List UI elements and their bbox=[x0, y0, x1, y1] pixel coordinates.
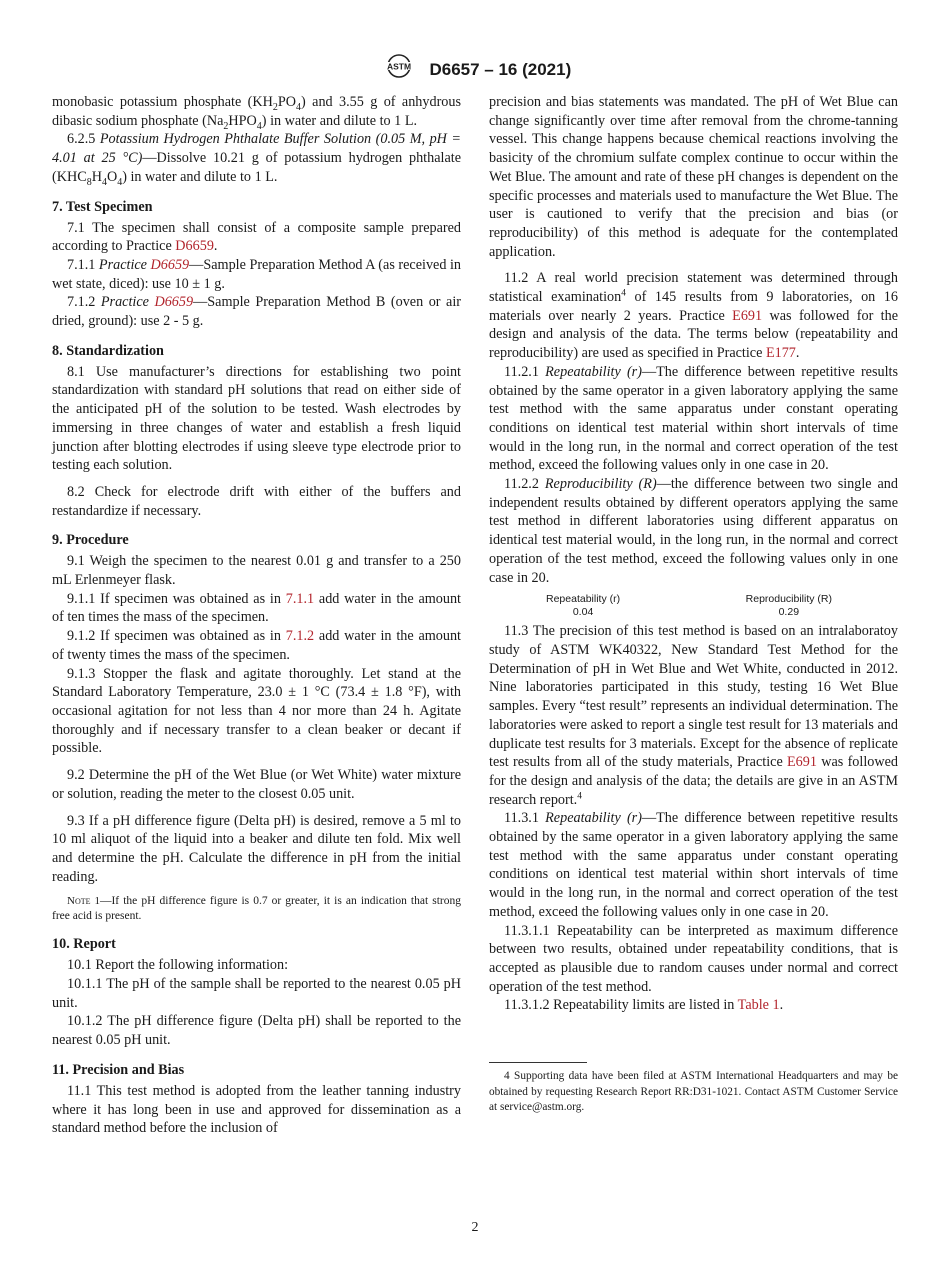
section-heading-11: 11. Precision and Bias bbox=[52, 1061, 185, 1078]
paragraph-11-3-1-2: 11.3.1.2 Repeatability limits are listed in Table 1. bbox=[504, 997, 784, 1014]
paragraph-7-1-2: 7.1.2 Practice D6659—Sample Preparation Method B (oven or air dried, ground): use 2 - 5 g. bbox=[52, 294, 461, 330]
precision-table bbox=[489, 593, 898, 619]
section-heading-9: 9. Procedure bbox=[52, 532, 129, 549]
link-d6659[interactable]: D6659 bbox=[150, 256, 190, 273]
table-col-repeatability bbox=[546, 593, 620, 619]
link-e691[interactable]: E691 bbox=[787, 754, 817, 771]
paragraph-11-3-1-1: 11.3.1.1 Repeatability can be interpreted as maximum difference between two results, obtained under repeatability conditions, that is accepted as plausible due to random causes under normal and correct operation of the test method. bbox=[489, 922, 898, 995]
paragraph-8-1: 8.1 Use manufacturer’s directions for establishing two point standardization with standard pH solutions that read on either side of the anticipated pH of the solution to be tested. Wash electrodes by immersing in three changes of water and establish a fresh liquid junction after blotting electrodes if using sleeve type electrode prior to testing each solution. bbox=[52, 363, 461, 474]
paragraph-11-3: 11.3 The precision of this test method is based on an intralaboratoy study of ASTM WK40322, New Standard Test Method for the Determination of pH in Wet Blue and Wet White, conducted in 2012. Nine laboratories participated in this study, testing 16 Wet Blue samples. Every “test result” represents an individual determination. The laboratories were asked to report a single test result for 13 materials and duplicate test results for 3 materials. Except for the absence of replicate test results from all of the study materials, Practice E691 was followed for the design and analysis of the data; the details are give in an ASTM research report.$^4$ bbox=[489, 623, 898, 808]
paragraph-9-1-3: 9.1.3 Stopper the flask and agitate thoroughly. Let stand at the Standard Laboratory Temperature, 23.0 ± 1 °C (73.4 ± 1.8 °F), with occasional agitation for not less than 4 nor more than 24 h. Agitate thoroughly and if necessary transfer to a clean beaker or decant if possible. bbox=[52, 665, 461, 757]
paragraph-11-1: 11.1 This test method is adopted from the leather tanning industry where it has long been in use and approved for dissemination as a standard method before the inclusion of bbox=[52, 1082, 461, 1137]
astm-logo-icon bbox=[379, 54, 419, 83]
page-number: 2 bbox=[471, 1220, 479, 1235]
paragraph-9-1-2: 9.1.2 If specimen was obtained as in 7.1.2 add water in the amount of twenty times the mass of the specimen. bbox=[52, 628, 461, 663]
table-col-reproducibility bbox=[746, 593, 832, 619]
paragraph-7-1: 7.1 The specimen shall consist of a composite sample prepared according to Practice D6659. bbox=[52, 219, 461, 255]
left-column bbox=[52, 93, 461, 1138]
paragraph-11-3-1: 11.3.1 Repeatability (r)—The difference between repetitive results obtained by the same operator in a given laboratory applying the same test method with the same apparatus under constant operating conditions on identical test material within short intervals of time would in the long run, in the normal and correct operation of the test method, exceed the following values only in one case in 20. bbox=[489, 810, 899, 920]
right-column bbox=[489, 93, 898, 1116]
link-e177[interactable]: E177 bbox=[765, 345, 796, 362]
paragraph-9-1: 9.1 Weigh the specimen to the nearest 0.01 g and transfer to a 250 mL Erlenmeyer flask. bbox=[52, 553, 461, 589]
paragraph-10-1: 10.1 Report the following information: bbox=[67, 957, 289, 974]
paragraph-10-1-1: 10.1.1 The pH of the sample shall be reported to the nearest 0.05 pH unit. bbox=[52, 976, 461, 1011]
paragraph-9-1-1: 9.1.1 If specimen was obtained as in 7.1.1 add water in the amount of ten times the mass of the specimen. bbox=[52, 590, 461, 626]
section-heading-8: 8. Standardization bbox=[52, 342, 164, 359]
link-7-1-2[interactable]: 7.1.2 bbox=[285, 628, 315, 645]
paragraph-11-2-1: 11.2.1 Repeatability (r)—The difference between repetitive results obtained by the same operator in a given laboratory applying the same test method with the same apparatus under constant operating conditions on identical test material within short intervals of time would in the long run, in the normal and correct operation of the test method, exceed the following values only in one case in 20. bbox=[489, 363, 899, 474]
note-1: Note 1—If the pH difference figure is 0.7 or greater, it is an indication that strong free acid is present. bbox=[52, 895, 461, 923]
table-head: Repeatability (r) bbox=[546, 593, 621, 606]
footnote-divider bbox=[489, 1062, 587, 1063]
page-header bbox=[0, 56, 950, 85]
link-7-1-1[interactable]: 7.1.1 bbox=[285, 590, 315, 607]
table-head: Reproducibility (R) bbox=[745, 593, 832, 606]
link-table-1[interactable]: Table 1 bbox=[737, 997, 780, 1014]
paragraph-7-1-1: 7.1.1 Practice D6659—Sample Preparation Method A (as received in wet state, diced): use 10 ± 1 g. bbox=[52, 256, 462, 292]
table-value: 0.04 bbox=[572, 606, 594, 619]
section-heading-7: 7. Test Specimen bbox=[52, 198, 153, 215]
paragraph-6-2-5: 6.2.5 Potassium Hydrogen Phthalate Buffer Solution (0.05 M, pH = 4.01 at 25 °C)—Dissolve 10.21 g of potassium hydrogen phthalate $(KHC_8H_4O_4)$ in water and dilute to 1 L. bbox=[52, 131, 461, 188]
paragraph-10-1-2: 10.1.2 The pH difference figure (Delta pH) shall be reported to the nearest 0.05 pH unit. bbox=[52, 1013, 461, 1049]
paragraph-buffer-cont: monobasic potassium phosphate $(KH_2PO_4)$ and 3.55 g of anhydrous dibasic sodium phosphate $(Na_2HPO_4)$ in water and dilute to 1 L. bbox=[52, 94, 462, 132]
footnote-4: 4 Supporting data have been filed at ASTM International Headquarters and may be obtained by requesting Research Report RR:D31-1021. Contact ASTM Customer Service at service@astm.org. bbox=[489, 1070, 898, 1114]
svg-text:ASTM: ASTM bbox=[386, 61, 411, 72]
section-heading-10: 10. Report bbox=[52, 936, 116, 953]
designation: D6657 – 16 (2021) bbox=[429, 59, 572, 79]
paragraph-11-1-cont: precision and bias statements was mandated. The pH of Wet Blue can change significantly over time after removal from the chrome-tanning vessel. This change happens because chemical reactions involving the basicity of the chromium sulfate complex continue to occur within the Wet Blue. The amount and rate of these pH changes is dependent on the specific processes and materials used to manufacture the Wet Blue. The user is cautioned to verify that the precision and bias (or reproducibility) of this method is adequate for the contemplated application. bbox=[489, 94, 898, 260]
link-d6659[interactable]: D6659 bbox=[154, 294, 194, 311]
paragraph-9-3: 9.3 If a pH difference figure (Delta pH) is desired, remove a 5 ml to 10 ml aliquot of the liquid into a beaker and dilute ten fold. Mix well and determine the pH. Calculate the difference in pH from the initial reading. bbox=[52, 812, 461, 885]
link-e691[interactable]: E691 bbox=[732, 307, 763, 324]
paragraph-11-2-2: 11.2.2 Reproducibility (R)—the difference between two single and independent results obtained by different operators applying the same test method in different laboratories using different apparatus on identical test material would, in the long run, in the normal and correct operation of the test method, exceed the following values only in one case in 20. bbox=[489, 476, 898, 586]
paragraph-11-2: 11.2 A real world precision statement was determined through statistical examination$^4$ of 145 results from 9 laboratories, on 16 materials over nearly 2 years. Practice E691 was followed for the design and analysis of the data. The terms below (repeatability and reproducibility) are used as specified in Practice E177. bbox=[489, 270, 898, 362]
link-d6659[interactable]: D6659 bbox=[175, 238, 214, 255]
paragraph-9-2: 9.2 Determine the pH of the Wet Blue (or Wet White) water mixture or solution, reading the meter to the closest 0.05 unit. bbox=[52, 767, 461, 802]
table-value: 0.29 bbox=[778, 606, 800, 619]
paragraph-8-2: 8.2 Check for electrode drift with either of the buffers and restandardize if necessary. bbox=[52, 483, 461, 519]
